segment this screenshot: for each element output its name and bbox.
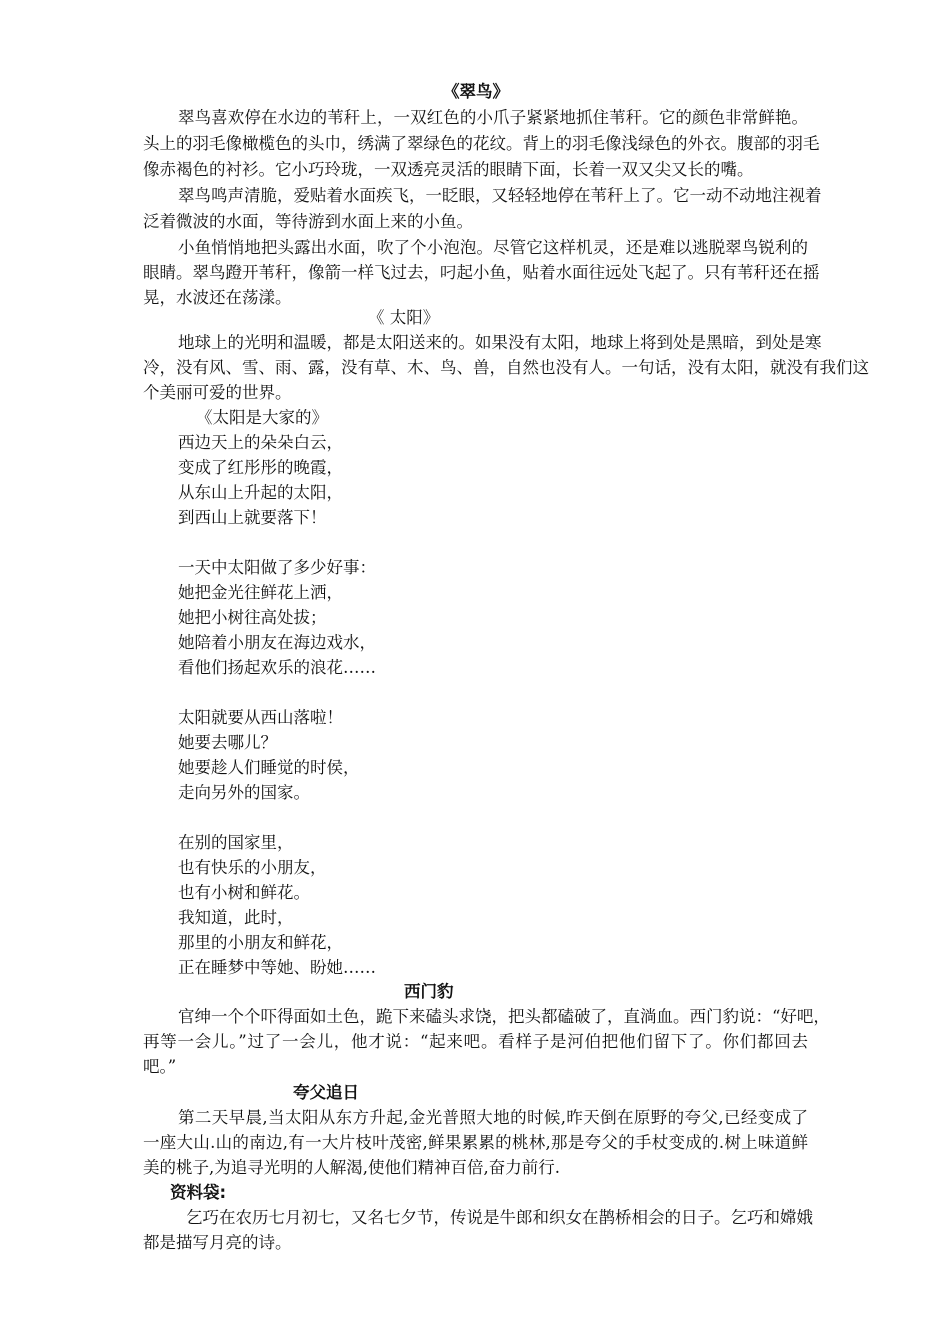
paragraph-line: 小鱼悄悄地把头露出水面，吹了个小泡泡。尽管它这样机灵，还是难以逃脱翠鸟锐利的 bbox=[178, 238, 808, 257]
poem-line: 走向另外的国家。 bbox=[178, 783, 310, 802]
poem-line: 一天中太阳做了多少好事： bbox=[178, 558, 376, 577]
paragraph-line: 一座大山.山的南边,有一大片枝叶茂密,鲜果累累的桃林,那是夸父的手杖变成的.树上味道鲜 bbox=[143, 1133, 808, 1152]
poem-line: 变成了红彤彤的晚霞， bbox=[178, 458, 343, 477]
section-title-ximenbao: 西门豹 bbox=[404, 982, 454, 1001]
paragraph-line: 像赤褐色的衬衫。它小巧玲珑，一双透亮灵活的眼睛下面，长着一双又尖又长的嘴。 bbox=[143, 160, 754, 179]
poem-line: 那里的小朋友和鲜花， bbox=[178, 933, 343, 952]
paragraph-line: 冷，没有风、雪、雨、露，没有草、木、鸟、兽，自然也没有人。一句话，没有太阳，就没有我们这 bbox=[143, 358, 869, 377]
poem-line: 到西山上就要落下！ bbox=[178, 508, 327, 527]
section-title-kuafu: 夸父追日 bbox=[293, 1083, 359, 1102]
poem-line: 她要趁人们睡觉的时侯， bbox=[178, 758, 360, 777]
poem-title: 《太阳是大家的》 bbox=[196, 408, 328, 427]
poem-line: 太阳就要从西山落啦！ bbox=[178, 708, 343, 727]
paragraph-line: 个美丽可爱的世界。 bbox=[143, 383, 292, 402]
poem-line: 看他们扬起欢乐的浪花…… bbox=[178, 658, 376, 677]
paragraph-line: 都是描写月亮的诗。 bbox=[143, 1233, 292, 1252]
paragraph-line: 官绅一个个吓得面如土色，跪下来磕头求饶，把头都磕破了，直淌血。西门豹说：“好吧， bbox=[178, 1007, 830, 1026]
poem-line: 西边天上的朵朵白云， bbox=[178, 433, 343, 452]
poem-line: 也有快乐的小朋友， bbox=[178, 858, 327, 877]
paragraph-line: 翠鸟鸣声清脆，爱贴着水面疾飞，一眨眼，又轻轻地停在苇秆上了。它一动不动地注视着 bbox=[178, 186, 822, 205]
poem-line: 她要去哪儿？ bbox=[178, 733, 277, 752]
paragraph-line: 眼睛。翠鸟蹬开苇秆，像箭一样飞过去，叼起小鱼，贴着水面往远处飞起了。只有苇秆还在摇 bbox=[143, 263, 820, 282]
paragraph-line: 乞巧在农历七月初七，又名七夕节，传说是牛郎和织女在鹊桥相会的日子。乞巧和嫦娥 bbox=[186, 1208, 813, 1227]
paragraph-line: 晃，水波还在荡漾。 bbox=[143, 288, 292, 307]
poem-line: 也有小树和鲜花。 bbox=[178, 883, 310, 902]
paragraph-line: 泛着微波的水面，等待游到水面上来的小鱼。 bbox=[143, 212, 473, 231]
poem-line: 在别的国家里， bbox=[178, 833, 294, 852]
paragraph-line: 第二天早晨,当太阳从东方升起,金光普照大地的时候,昨天倒在原野的夸父,已经变成了 bbox=[178, 1108, 808, 1127]
section-title-ziliaodai: 资料袋: bbox=[170, 1183, 227, 1202]
paragraph-line: 地球上的光明和温暖，都是太阳送来的。如果没有太阳，地球上将到处是黑暗，到处是寒 bbox=[178, 333, 822, 352]
paragraph-line: 再等一会儿。”过了一会儿，他才说：“起来吧。看样子是河伯把他们留下了。你们都回去 bbox=[143, 1032, 808, 1051]
poem-line: 她把小树往高处拔； bbox=[178, 608, 327, 627]
paragraph-line: 吧。” bbox=[143, 1057, 177, 1076]
poem-line: 她把金光往鲜花上洒， bbox=[178, 583, 343, 602]
section-title-cuiniao: 《翠鸟》 bbox=[443, 82, 509, 101]
poem-line: 我知道，此时， bbox=[178, 908, 294, 927]
section-title-taiyang: 《 太阳》 bbox=[368, 308, 440, 327]
paragraph-line: 美的桃子,为追寻光明的人解渴,使他们精神百倍,奋力前行. bbox=[143, 1158, 560, 1177]
paragraph-line: 翠鸟喜欢停在水边的苇秆上，一双红色的小爪子紧紧地抓住苇秆。它的颜色非常鲜艳。 bbox=[178, 108, 808, 127]
poem-line: 从东山上升起的太阳， bbox=[178, 483, 343, 502]
paragraph-line: 头上的羽毛像橄榄色的头巾，绣满了翠绿色的花纹。背上的羽毛像浅绿色的外衣。腹部的羽毛 bbox=[143, 134, 820, 153]
poem-line: 她陪着小朋友在海边戏水， bbox=[178, 633, 376, 652]
poem-line: 正在睡梦中等她、盼她…… bbox=[178, 958, 376, 977]
